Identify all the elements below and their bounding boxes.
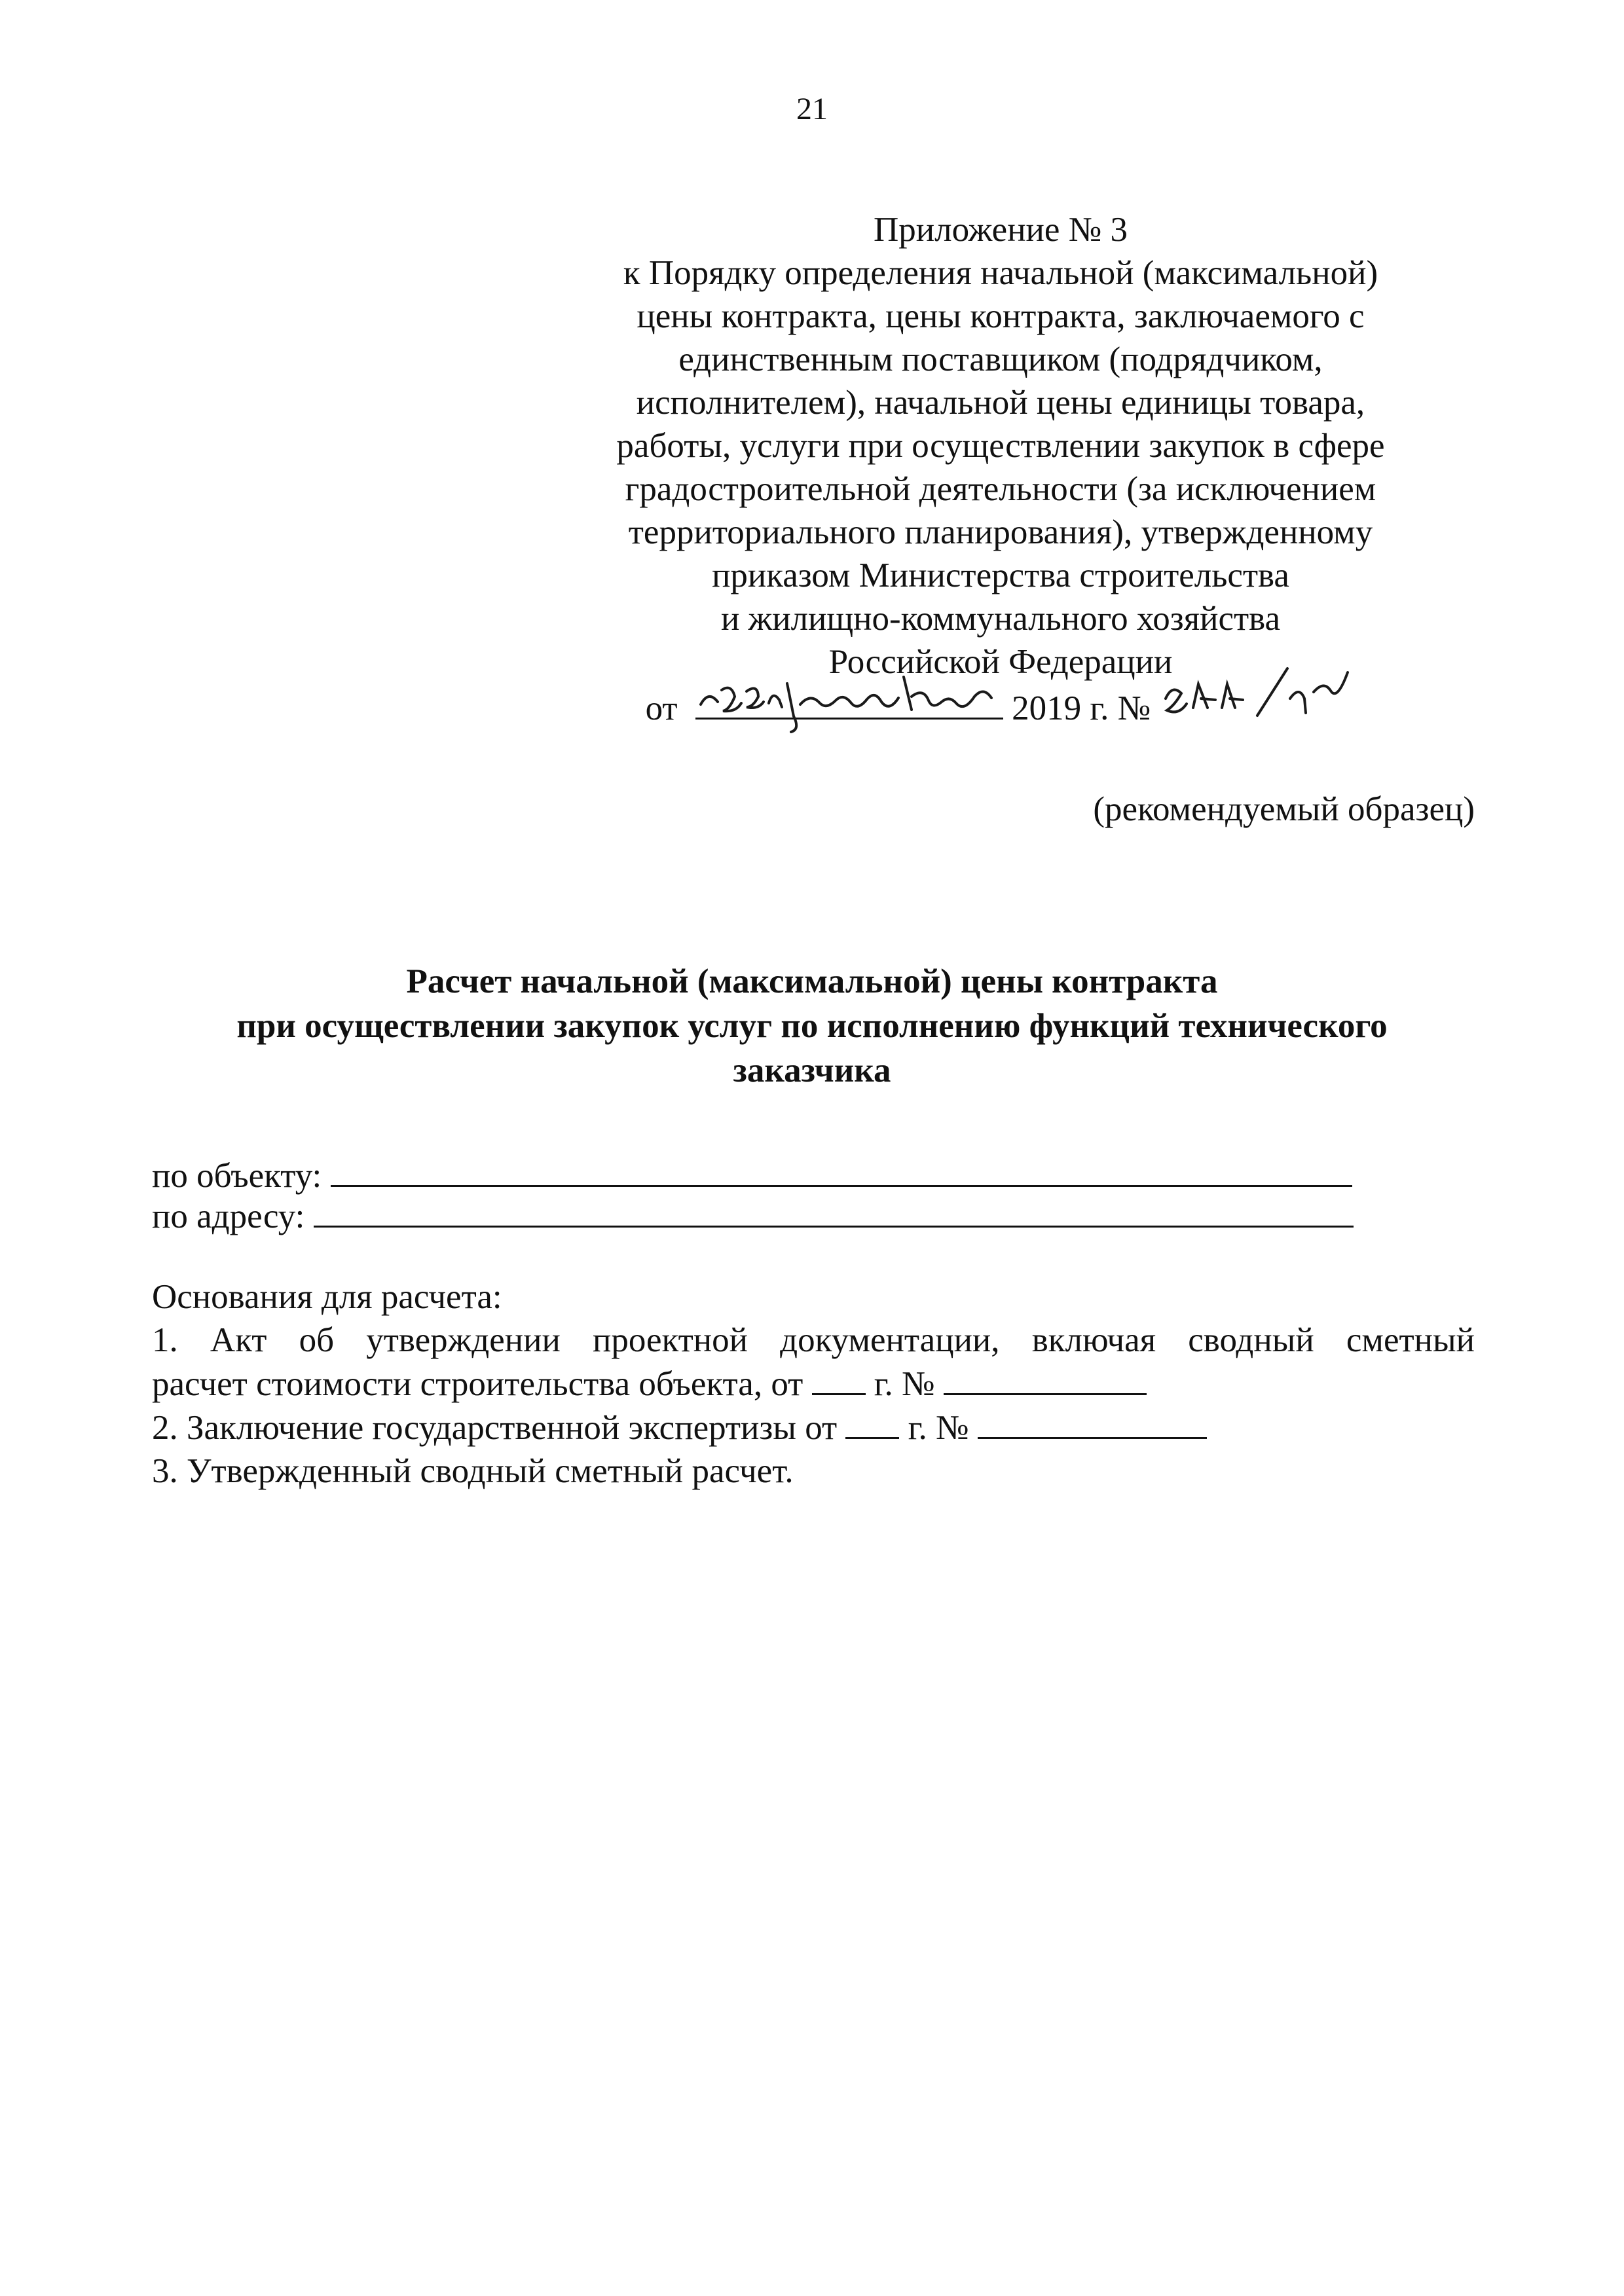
basis-item-1-number-blank[interactable] [944, 1362, 1147, 1395]
appendix-line: работы, услуги при осуществлении закупок в сфере [616, 427, 1385, 465]
appendix-line: Приложение № 3 [873, 211, 1128, 249]
handwritten-order-number-signature [1159, 653, 1356, 731]
title-line: при осуществлении закупок услуг по исполнению функций технического [236, 1007, 1388, 1045]
recommended-sample-label: (рекомендуемый образец) [1093, 790, 1475, 828]
handwritten-date-signature [695, 664, 1003, 736]
order-date-line [568, 683, 1433, 730]
object-field [152, 1152, 1352, 1197]
appendix-line: цены контракта, цены контракта, заключаемого с [637, 297, 1365, 335]
basis-item-1-line-1: 1. Акт об утверждении проектной документации, включая сводный сметный [152, 1321, 1475, 1359]
calculation-basis [152, 1275, 1475, 1493]
appendix-line: градостроительной деятельности (за исключением [625, 470, 1376, 508]
basis-item-2-text: 2. Заключение государственной экспертизы от [152, 1409, 838, 1447]
basis-item-2 [152, 1406, 1475, 1449]
appendix-line: единственным поставщиком (подрядчиком, [678, 340, 1323, 378]
appendix-line: территориального планирования), утвержденному [628, 513, 1373, 551]
address-field [152, 1193, 1354, 1238]
date-prefix: от [645, 689, 678, 727]
basis-item-1-text: расчет стоимости строительства объекта, от [152, 1365, 803, 1403]
address-label: по адресу: [152, 1197, 305, 1235]
object-blank-line[interactable] [331, 1152, 1352, 1187]
title-line: Расчет начальной (максимальной) цены контракта [406, 962, 1218, 1000]
appendix-header [568, 208, 1433, 730]
basis-item-2-date-blank[interactable] [845, 1406, 899, 1439]
basis-item-1-number-label: г. № [874, 1365, 935, 1403]
handwritten-date [695, 683, 1003, 720]
appendix-line: и жилищно-коммунального хозяйства [720, 600, 1281, 638]
handwritten-order-number [1159, 685, 1356, 720]
document-title [151, 959, 1473, 1093]
appendix-line: Российской Федерации [828, 643, 1173, 681]
basis-item-3: 3. Утвержденный сводный сметный расчет. [152, 1452, 794, 1490]
appendix-line: к Порядку определения начальной (максимальной) [623, 254, 1378, 292]
object-label: по объекту: [152, 1157, 322, 1195]
appendix-line: приказом Министерства строительства [712, 556, 1289, 594]
basis-item-2-number-label: г. № [908, 1409, 969, 1447]
basis-heading: Основания для расчета: [152, 1278, 502, 1316]
basis-item-2-number-blank[interactable] [978, 1406, 1207, 1439]
basis-item-1-line-2 [152, 1362, 1475, 1406]
basis-item-1-date-blank[interactable] [812, 1362, 866, 1395]
page-number: 21 [796, 92, 828, 126]
appendix-line: исполнителем), начальной цены единицы товара, [636, 384, 1365, 422]
address-blank-line[interactable] [314, 1193, 1354, 1228]
title-line: заказчика [733, 1051, 891, 1089]
date-year: 2019 г. № [1012, 689, 1151, 727]
